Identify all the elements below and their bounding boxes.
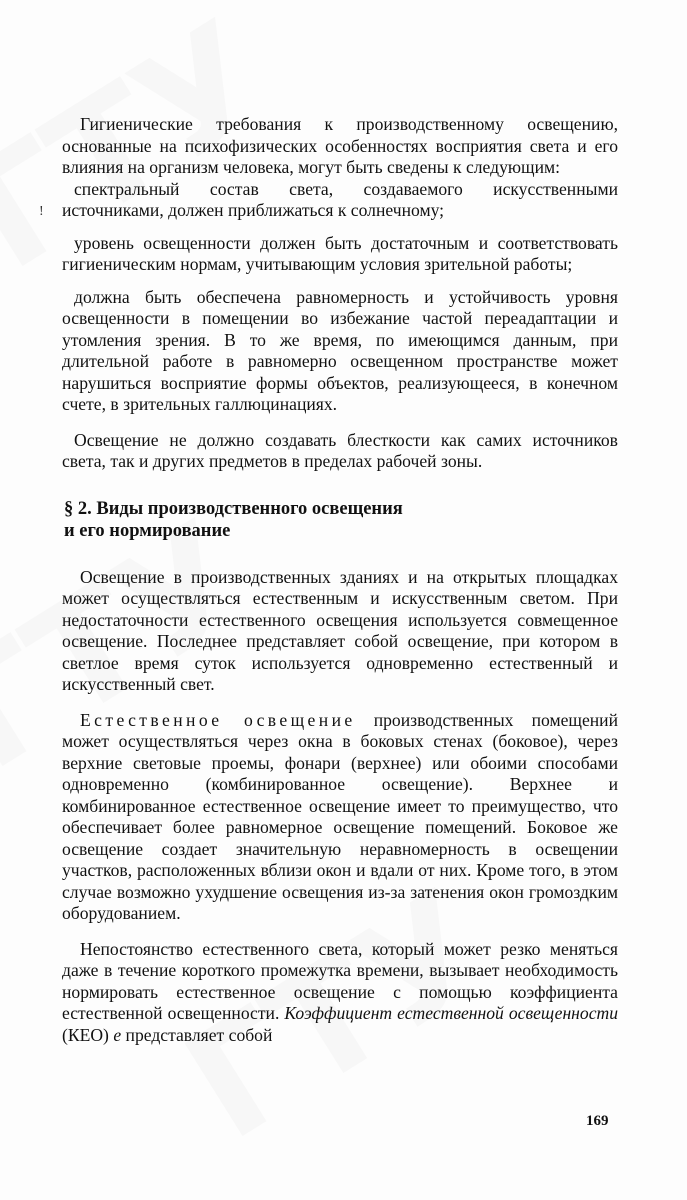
paragraph-hygienic-requirements: Гигиенические требования к производственному освещению, основанные на психофизических особенностях восприятия света и его влияния на организм человека, могут быть сведены к следующим: — [62, 114, 618, 177]
paragraph-lighting-types: Освещение в производственных зданиях и на открытых площадках может осуществляться естественным и искусственным светом. При недостаточности естественного освещения используется совмещенное освещение. Последнее представляет собой освещение, при котором в светлое время суток используется одновременно естественный и искусственный свет. — [62, 566, 618, 694]
paragraph-natural-lighting-text: производственных помещений может осуществляться через окна в боковых стенах (боковое), через верхние световые проемы, фонари (верхнее) или обоими способами одновременно (комбинированное освещение). Верхнее и комбинированное естественное освещение имеет то преимущество, что обеспечивает более равномерное освещение помещений. Боковое же освещение создает значительную неравномерность в освещении участков, расположенных вблизи окон и вдали от них. Кроме того, в этом случае возможно ухудшение освещения из-за затенения окон громоздким оборудованием. — [62, 709, 618, 923]
list-item-spectral: спектральный состав света, создаваемого искусственными источниками, должен приближаться к солнечному; — [62, 178, 618, 220]
section-heading-line-2: и его нормирование — [64, 520, 231, 541]
paragraph-natural-lighting — [62, 710, 618, 925]
list-item-uniformity: должна быть обеспечена равномерность и устойчивость уровня освещенности в помещении во избежание частой переадаптации и утомления зрения. В то же время, по имеющимся данным, при длительной работе в равномерно освещенном пространстве может нарушиться восприятие формы объектов, реализующееся, в конечном счете, в зрительных галлюцинациях. — [62, 286, 618, 414]
margin-mark: ! — [39, 204, 44, 219]
section-heading-line-1: § 2. Виды производственного освещения — [64, 498, 403, 519]
list-item-illumination-level: уровень освещенности должен быть достаточным и соответствовать гигиеническим нормам, учитывающим условия зрительной работы; — [62, 232, 618, 274]
italic-symbol-e: е — [113, 1024, 122, 1045]
spaced-term: Естественное освещение — [80, 709, 356, 730]
italic-term-keo: Коэффициент естественной освещенности — [284, 1003, 619, 1023]
list-item-glare: Освещение не должно создавать блесткости как самих источников света, так и других предметов в пределах рабочей зоны. — [62, 429, 618, 471]
main-text — [62, 114, 618, 1046]
section-heading — [62, 498, 618, 542]
paragraph-keo-abbrev: (КЕО) — [62, 1024, 114, 1045]
page-number: 169 — [586, 1113, 609, 1129]
paragraph-keo-start: Непостоянство естественного света, который может резко меняться даже в течение короткого промежутка времени, вызывает необходимость нормировать естественное освещение с помощью коэффициента естественной освещенности. — [62, 938, 618, 1023]
paragraph-keo-end: представляет собой — [121, 1024, 273, 1045]
paragraph-keo — [62, 939, 618, 1047]
